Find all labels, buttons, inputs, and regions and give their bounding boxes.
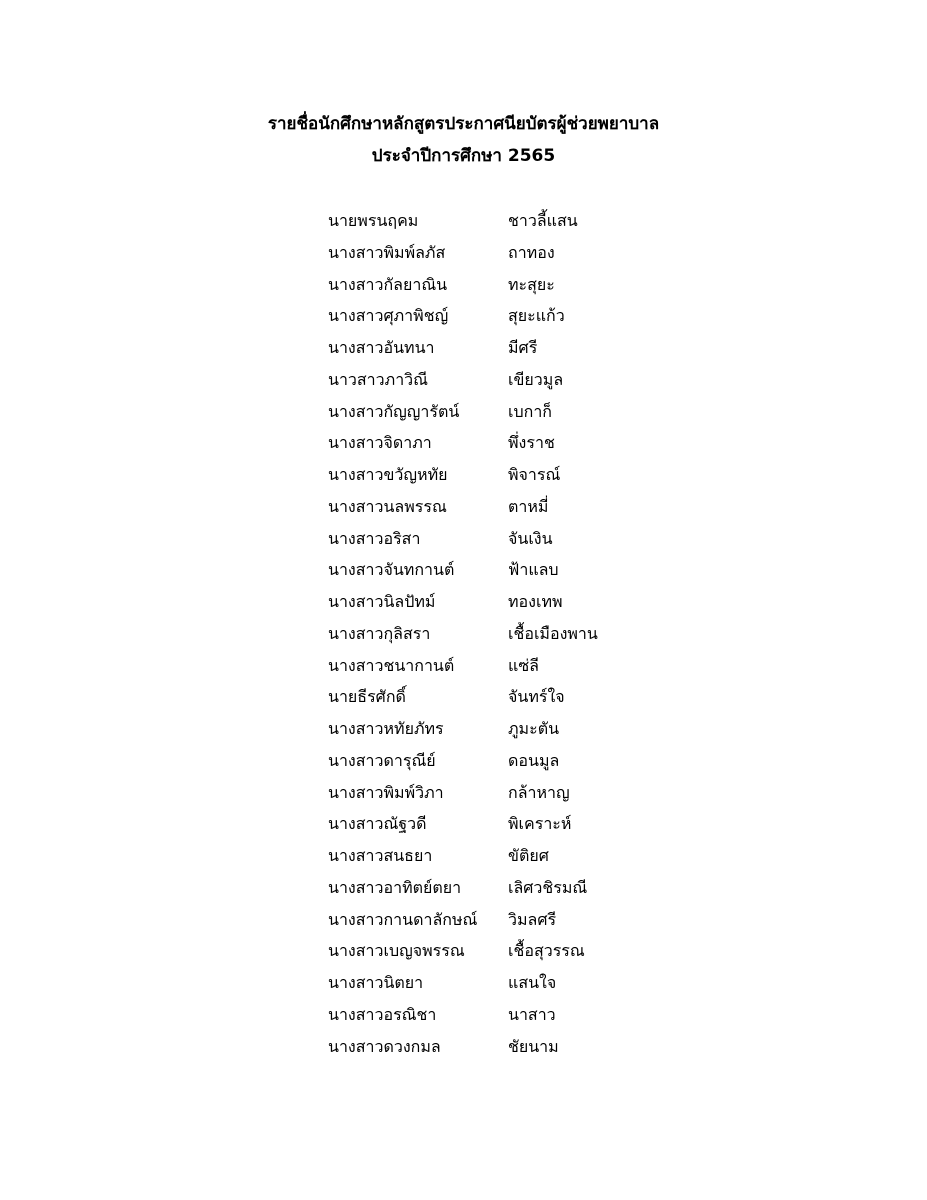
student-last-name: พึ่งราช xyxy=(508,433,555,453)
student-last-name: นาสาว xyxy=(508,1004,556,1024)
student-row xyxy=(328,205,748,237)
student-row xyxy=(328,681,748,713)
student-row xyxy=(328,872,748,904)
student-last-name: แซ่ลี xyxy=(508,655,539,675)
student-first-name: นางสาวอรณิชา xyxy=(328,1004,437,1024)
student-first-name: นางสาวพิมพ์ลภัส xyxy=(328,242,446,262)
student-first-name: นายธีรศักดิ์ xyxy=(328,687,406,707)
student-row xyxy=(328,237,748,269)
student-last-name: ภูมะตัน xyxy=(508,719,560,738)
student-row xyxy=(328,650,748,682)
student-last-name: เชื้อสุวรรณ xyxy=(508,941,585,961)
student-row xyxy=(328,618,748,650)
student-row xyxy=(328,491,748,523)
student-last-name: ขัติยศ xyxy=(508,846,549,865)
student-row xyxy=(328,840,748,872)
student-row xyxy=(328,427,748,459)
student-row xyxy=(328,554,748,586)
student-first-name: นางสาวกัญญารัตน์ xyxy=(328,401,460,421)
student-row xyxy=(328,967,748,999)
student-last-name: ชัยนาม xyxy=(508,1036,559,1056)
student-first-name: นางสาวกัลยาณิน xyxy=(328,274,448,294)
student-row xyxy=(328,808,748,840)
student-first-name: นางสาวพิมพ์วิภา xyxy=(328,782,444,802)
student-last-name: เลิศวชิรมณี xyxy=(508,877,588,897)
student-first-name: นางสาวกุลิสรา xyxy=(328,623,431,643)
student-first-name: นางสาวเบญจพรรณ xyxy=(328,941,465,961)
student-last-name: ทองเทพ xyxy=(508,592,563,611)
student-first-name: นางสาวอริสา xyxy=(328,528,421,548)
student-last-name: เชื้อเมืองพาน xyxy=(508,623,598,643)
student-first-name: นางสาวชนากานต์ xyxy=(328,655,455,675)
student-row xyxy=(328,904,748,936)
student-row xyxy=(328,459,748,491)
student-first-name: นางสาวดารุณีย์ xyxy=(328,750,436,770)
student-row xyxy=(328,269,748,301)
student-last-name: จันเงิน xyxy=(508,528,553,548)
student-last-name: วิมลศรี xyxy=(508,909,557,929)
student-first-name: นางสาวณัฐวดี xyxy=(328,814,427,834)
student-row xyxy=(328,935,748,967)
student-first-name: นางสาวสนธยา xyxy=(328,846,433,865)
student-last-name: เบกาก็ xyxy=(508,401,552,421)
student-last-name: แสนใจ xyxy=(508,973,557,992)
student-first-name: นางสาวดวงกมล xyxy=(328,1036,441,1056)
student-last-name: เขียวมูล xyxy=(508,369,564,389)
student-last-name: ฟ้าแลบ xyxy=(508,560,559,580)
student-last-name: สุยะแก้ว xyxy=(508,306,565,326)
student-row xyxy=(328,777,748,809)
student-row xyxy=(328,364,748,396)
student-last-name: ถาทอง xyxy=(508,242,555,262)
student-row xyxy=(328,1031,748,1063)
student-last-name: ตาหมี่ xyxy=(508,496,549,516)
student-first-name: นางสาวอาทิตย์ตยา xyxy=(328,877,462,897)
student-row xyxy=(328,713,748,745)
student-row xyxy=(328,396,748,428)
student-last-name: มีศรี xyxy=(508,338,538,357)
document-subtitle: ประจำปีการศึกษา 2565 xyxy=(371,146,556,166)
student-first-name: นางสาวกานดาลักษณ์ xyxy=(328,909,478,929)
student-last-name: กล้าหาญ xyxy=(508,782,570,802)
student-first-name: นางสาวนิลปัทม์ xyxy=(328,592,436,611)
student-first-name: นางสาวจันทกานต์ xyxy=(328,560,455,580)
student-first-name: นายพรนฤคม xyxy=(328,211,419,230)
student-first-name: นางสาวอันทนา xyxy=(328,338,435,357)
student-last-name: พิเคราะห์ xyxy=(508,814,572,834)
student-row xyxy=(328,300,748,332)
student-last-name: จันทร์ใจ xyxy=(508,687,565,707)
student-last-name: ดอนมูล xyxy=(508,750,560,770)
student-row xyxy=(328,332,748,364)
student-row xyxy=(328,745,748,777)
student-row xyxy=(328,586,748,618)
student-row xyxy=(328,999,748,1031)
student-first-name: นางสาวหทัยภัทร xyxy=(328,719,444,738)
student-first-name: นางสาวจิดาภา xyxy=(328,433,432,453)
student-name-list xyxy=(328,205,748,1062)
student-first-name: นางสาวศุภาพิชญ์ xyxy=(328,306,449,326)
student-first-name: นางสาวนลพรรณ xyxy=(328,496,447,516)
student-row xyxy=(328,523,748,555)
student-last-name: พิจารณ์ xyxy=(508,465,561,484)
student-last-name: ทะสุยะ xyxy=(508,274,555,294)
student-first-name: นางสาวขวัญหทัย xyxy=(328,465,448,484)
document-title: รายชื่อนักศึกษาหลักสูตรประกาศนียบัตรผู้ช่วยพยาบาล xyxy=(267,114,660,134)
student-last-name: ชาวลี้แสน xyxy=(508,211,578,230)
student-first-name: นางสาวนิตยา xyxy=(328,973,424,992)
student-first-name: นาวสาวภาวิณี xyxy=(328,369,428,389)
